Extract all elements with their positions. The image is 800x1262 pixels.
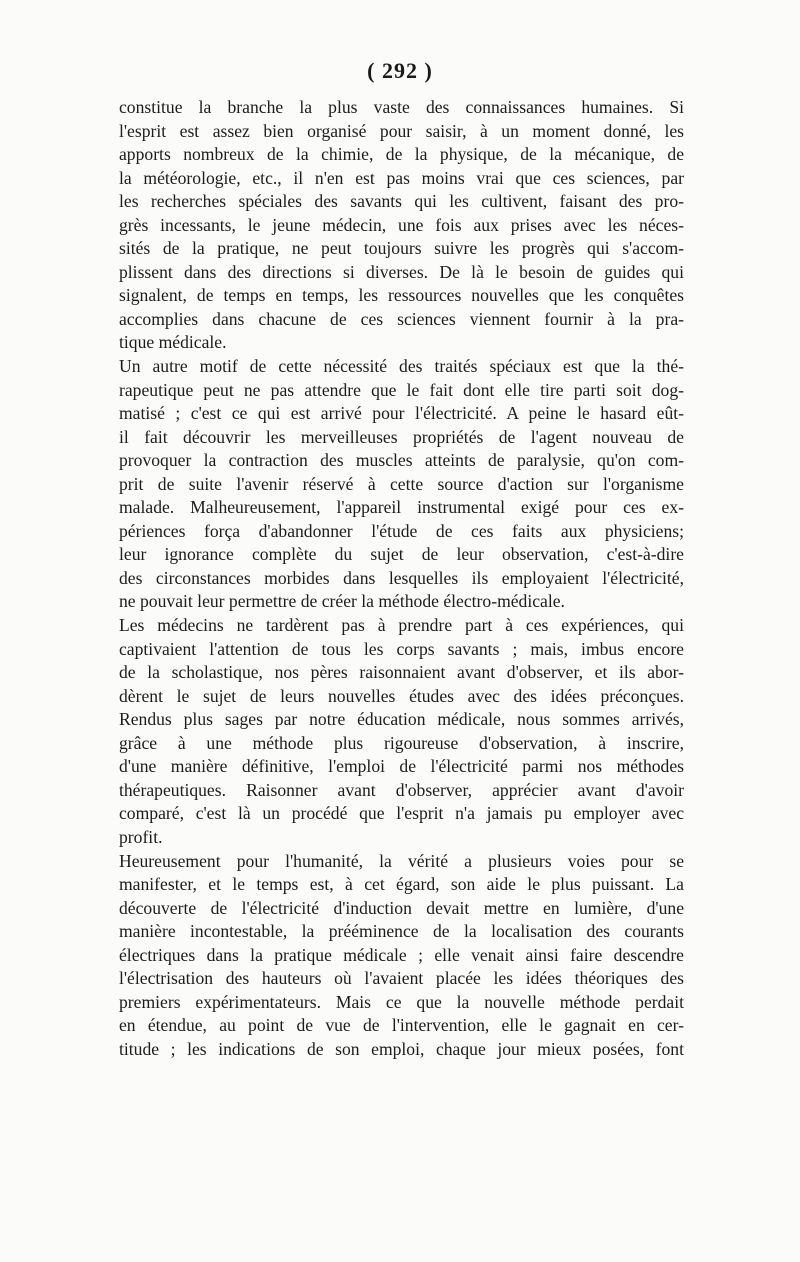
text-line: comparé, c'est là un procédé que l'esprit n'a jamais pu employer avec — [119, 803, 684, 824]
text-line: Rendus plus sages par notre éducation médicale, nous sommes arrivés, — [119, 709, 684, 730]
text-line: grâce à une méthode plus rigoureuse d'observation, à inscrire, — [119, 732, 684, 753]
paragraph — [119, 850, 684, 1062]
text-line: rapeutique peut ne pas attendre que le fait dont elle tire parti soit dog- — [119, 379, 684, 400]
text-line: apports nombreux de la chimie, de la physique, de la mécanique, de — [119, 144, 684, 165]
page-number: ( 292 ) — [367, 58, 433, 83]
text-line: périences força d'abandonner l'étude de ces faits aux physiciens; — [119, 520, 684, 541]
text-line: l'esprit est assez bien organisé pour saisir, à un moment donné, les — [119, 120, 684, 141]
text-line: matisé ; c'est ce qui est arrivé pour l'électricité. A peine le hasard eût- — [119, 403, 684, 424]
paragraph — [119, 614, 684, 849]
body-text — [119, 96, 684, 1061]
text-line: signalent, de temps en temps, les ressources nouvelles que les conquêtes — [119, 285, 684, 306]
text-line: provoquer la contraction des muscles atteints de paralysie, qu'on com- — [119, 450, 684, 471]
text-line: constitue la branche la plus vaste des connaissances humaines. Si — [119, 97, 684, 117]
text-line: la météorologie, etc., il n'en est pas moins vrai que ces sciences, par — [119, 167, 684, 188]
text-line: captivaient l'attention de tous les corps savants ; mais, imbus encore — [119, 638, 684, 659]
text-line: d'une manière définitive, l'emploi de l'électricité parmi nos méthodes — [119, 756, 684, 777]
text-line: dèrent le sujet de leurs nouvelles études avec des idées préconçues. — [119, 685, 684, 706]
text-line: Les médecins ne tardèrent pas à prendre part à ces expériences, qui — [119, 615, 684, 636]
text-line: électriques dans la pratique médicale ; elle venait ainsi faire descendre — [119, 944, 684, 965]
text-line: accomplies dans chacune de ces sciences viennent fournir à la pra- — [119, 308, 684, 329]
text-line: leur ignorance complète du sujet de leur observation, c'est-à-dire — [119, 544, 684, 565]
text-line: il fait découvrir les merveilleuses propriétés de l'agent nouveau de — [119, 426, 684, 447]
text-line: sités de la pratique, ne peut toujours suivre les progrès qui s'accom- — [119, 238, 684, 259]
text-line: des circonstances morbides dans lesquelles ils employaient l'électricité, — [119, 567, 684, 588]
text-line: malade. Malheureusement, l'appareil instrumental exigé pour ces ex- — [119, 497, 684, 518]
text-line: tique médicale. — [119, 332, 227, 353]
text-line: profit. — [119, 826, 163, 847]
text-line: de la scholastique, nos pères raisonnaient avant d'observer, et ils abor- — [119, 662, 684, 683]
text-line: découverte de l'électricité d'induction devait mettre en lumière, d'une — [119, 897, 684, 918]
text-line: prit de suite l'avenir réservé à cette source d'action sur l'organisme — [119, 473, 684, 494]
text-line: Un autre motif de cette nécessité des traités spéciaux est que la thé- — [119, 356, 684, 377]
text-line: Heureusement pour l'humanité, la vérité a plusieurs voies pour se — [119, 850, 684, 871]
text-line: premiers expérimentateurs. Mais ce que la nouvelle méthode perdait — [119, 991, 684, 1012]
text-line: manifester, et le temps est, à cet égard, son aide le plus puissant. La — [119, 874, 684, 895]
paragraph — [119, 96, 684, 355]
text-line: plissent dans des directions si diverses. De là le besoin de guides qui — [119, 261, 684, 282]
paragraph — [119, 355, 684, 614]
text-line: thérapeutiques. Raisonner avant d'observer, apprécier avant d'avoir — [119, 779, 684, 800]
text-line: titude ; les indications de son emploi, chaque jour mieux posées, font — [119, 1038, 684, 1059]
text-line: ne pouvait leur permettre de créer la méthode électro-médicale. — [119, 591, 565, 612]
text-line: grès incessants, le jeune médecin, une fois aux prises avec les néces- — [119, 214, 684, 235]
text-line: en étendue, au point de vue de l'intervention, elle le gagnait en cer- — [119, 1015, 684, 1036]
text-line: manière incontestable, la prééminence de la localisation des courants — [119, 921, 684, 942]
text-line: l'électrisation des hauteurs où l'avaient placée les idées théoriques des — [119, 968, 684, 989]
text-line: les recherches spéciales des savants qui les cultivent, faisant des pro- — [119, 191, 684, 212]
